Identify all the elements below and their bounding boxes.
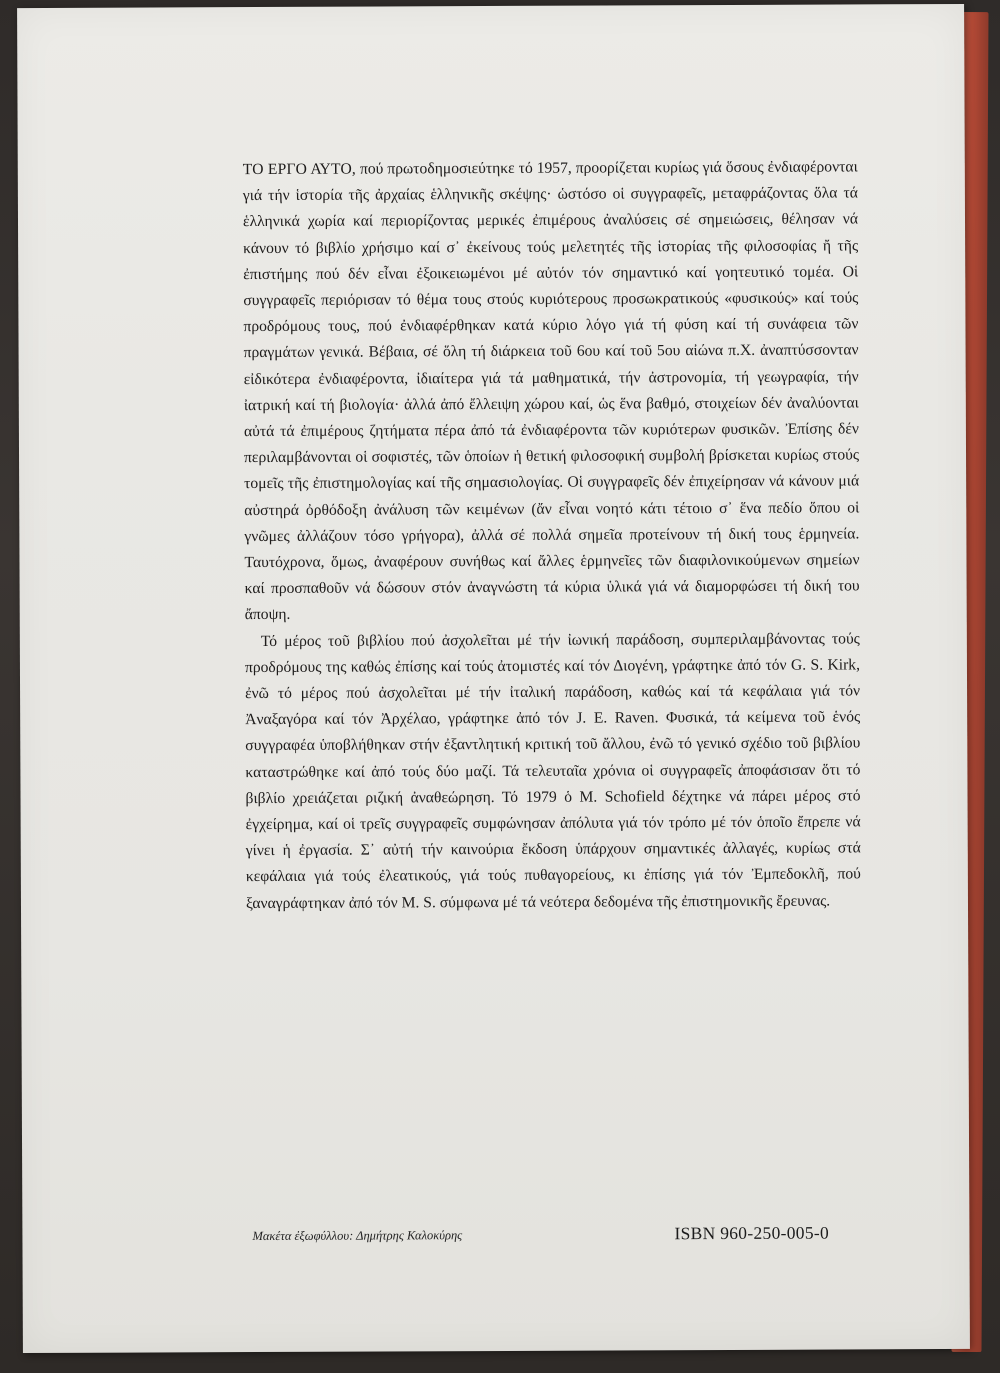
blurb-text bbox=[243, 154, 861, 917]
back-cover bbox=[17, 4, 970, 1353]
blurb-lead-caps: ΤΟ ΕΡΓΟ ΑΥΤΟ, bbox=[242, 160, 357, 179]
cover-design-credit: Μακέτα ἐξωφύλλου: Δημήτρης Καλοκύρης bbox=[252, 1228, 463, 1244]
isbn-number: ISBN 960-250-005-0 bbox=[674, 1222, 830, 1244]
blurb-paragraph-2: Τό μέρος τοῦ βιβλίου πού ἀσχολεῖται μέ τήν ἰωνική παράδοση, συμπεριλαμβάνοντας τούς προδρόμους της καθώς ἐπίσης καί τούς ἀτομιστές καί τόν Διογένη, γράφτηκε ἀπό τόν G. S. Kirk, ἐνῶ τό μέρος πού ἀσχολεῖται μέ τήν ἰταλική παράδοση, καθώς καί τά κεφάλαια γιά τόν Ἀναξαγόρα καί τόν Ἀρχέλαο, γράφτηκε ἀπό τόν J. E. Raven. Φυσικά, τά κείμενα τοῦ ἑνός συγγραφέα ὑποβλήθηκαν στήν ἐξαντλητική κριτική τοῦ ἄλλου, ἐνῶ τό γενικό σχέδιο τοῦ βιβλίου καταστρώθηκε καί ἀπό τούς δύο μαζί. Τά τελευταῖα χρόνια οἱ συγγραφεῖς ἀποφάσισαν ὅτι τό βιβλίο χρειάζεται ριζική ἀναθεώρηση. Τό 1979 ὁ M. Schofield δέχτηκε νά πάρει μέρος στό ἐγχείρημα, καί οἱ τρεῖς συγγραφεῖς συμφώνησαν ἀπόλυτα γιά τόν τρόπο μέ τόν ὁποῖο ἔπρεπε νά γίνει ἡ ἐργασία. Σ᾽ αὐτή τήν καινούρια ἔκδοση ὑπάρχουν σημαντικές ἀλλαγές, κυρίως στά κεφάλαια γιά τούς ἐλεατικούς, γιά τούς πυθαγορείους, κι ἐπίσης γιά τόν Ἐμπεδοκλῆ, πού ξαναγράφτηκαν ἀπό τόν M. S. σύμφωνα μέ τά νεότερα δεδομένα τῆς ἐπιστημονικῆς ἔρευνας. bbox=[244, 630, 861, 912]
blurb-paragraph-1-body: πού πρωτοδημοσιεύτηκε τό 1957, προορίζεται κυρίως γιά ὅσους ἐνδιαφέρονται γιά τήν ἱστορία τῆς ἀρχαίας ἑλληνικῆς σκέψης· ὡστόσο οἱ συγγραφεῖς, μεταφράζοντας ὅλα τά ἑλληνικά χωρία καί περιορίζοντας μερικές ἐπιμέρους ἀναλύσεις σέ σημειώσεις, θέλησαν νά κάνουν τό βιβλίο χρήσιμο καί σ᾽ ἐκείνους τούς μελετητές τῆς ἱστορίας τῆς φιλοσοφίας ἤ τῆς ἐπιστήμης πού δέν εἶναι ἐξοικειωμένοι μέ αὐτόν τόν σημαντικό καί γοητευτικό τομέα. Οἱ συγγραφεῖς περιόρισαν τό θέμα τους στούς κυριότερους προσωκρατικούς «φυσικούς» καί τούς προδρόμους τους, πού ἐνδιαφέρθηκαν κατά κύριο λόγο γιά τή φύση καί τή συνάφεια τῶν πραγμάτων γενικά. Βέβαια, σέ ὅλη τή διάρκεια τοῦ 6ου καί τοῦ 5ου αἰώνα π.Χ. ἀναπτύσσονταν εἰδικότερα ἐνδιαφέροντα, ἰδιαίτερα γιά τά μαθηματικά, τήν ἀστρονομία, τή γεωγραφία, τήν ἰατρική καί τή βιολογία· ἀλλά ἀπό ἔλλειψη χώρου καί, ὡς ἕνα βαθμό, στοιχείων δέν ἀναλύονται αὐτά τά ἐπιμέρους ζητήματα πέρα ἀπό τά ἐνδιαφέροντα τῶν κυριότερων φυσικῶν. Ἐπίσης δέν περιλαμβάνονται οἱ σοφιστές, τῶν ὁποίων ἡ θετική φιλοσοφική συμβολή βρίσκεται κυρίως στούς τομεῖς τῆς ἐπιστημολογίας καί τῆς σημασιολογίας. Οἱ συγγραφεῖς δέν ἐπιχείρησαν νά κάνουν μιά αὐστηρά ὀρθόδοξη ἀνάλυση τῶν κειμένων (ἄν εἶναι νοητό κάτι τέτοιο σ᾽ ἕνα πεδίο ὅπου οἱ γνῶμες ἀλλάζουν τόσο γρήγορα), ἀλλά σέ πολλά σημεῖα προτείνουν τή δική τους ἑρμηνεία. Ταυτόχρονα, ὅμως, ἀναφέρουν συνήθως καί ἄλλες ἑρμηνεῖες τῶν διαφιλονικούμενων σημείων καί προσπαθοῦν νά δώσουν στόν ἀναγνώστη τά κύρια ὑλικά γιά νά διαμορφώσει τή δική του ἄποψη. bbox=[242, 158, 860, 624]
blurb-paragraph-1 bbox=[243, 154, 860, 628]
